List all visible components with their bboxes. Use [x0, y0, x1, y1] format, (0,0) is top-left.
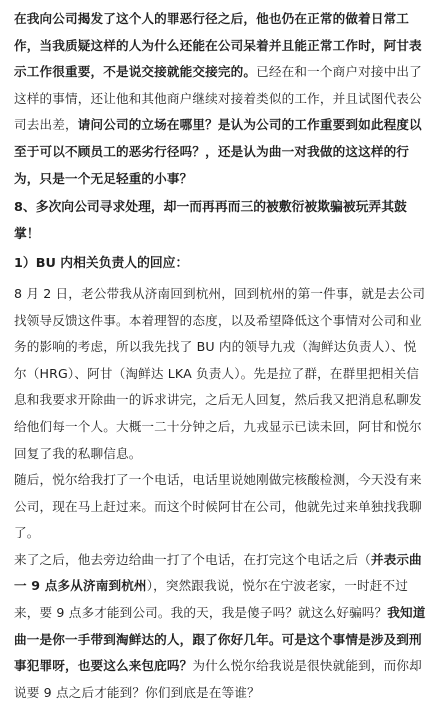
para3-text-3: 为什么悦尔给我说是很快就能到，而你却说要 9 点之后才能到？你们到底是在等谁？: [14, 658, 422, 700]
para3-text-2: ），突然跟我说，悦尔在宁波老家，一时赶不过来，要 9 点多才能到公司。我的天，我是傻子吗？就这么好骗吗？: [14, 578, 409, 621]
intro-text-2: 已经在和一个商户对接中出了这样的事情，还让他和其他商户继续对接着类似的工作，并且试图代表公司去出差，: [14, 64, 422, 133]
para3-bold-1: 并表示曲一 9 点多从济南到杭州: [14, 551, 422, 594]
paragraph-agan-call: [14, 547, 428, 706]
paragraph-phone-call: 随后，悦尔给我打了一个电话，电话里说她刚做完核酸检测，今天没有来公司，现在马上赶过来。而这个时候阿甘在公司，他就先过来单独找我聊了。: [14, 472, 422, 541]
subsection-1-heading: 1）BU 内相关负责人的回应：: [14, 256, 189, 272]
intro-bold-1: 在我向公司揭发了这个人的罪恶行径之后，他也仍在正常的做着日常工作，当我质疑这样的人为什么还能在公司呆着并且能正常工作时，阿甘表示工作很重要，不是说交接就能交接完的。: [14, 11, 422, 80]
para3-text-1: 来了之后，他去旁边给曲一打了个电话，在打完这个电话之后（: [14, 551, 371, 567]
para3-bold-2: 我知道曲一是你一手带到淘鲜达的人，跟了你好几年。可是这个事情是涉及到刑事犯罪呀，也要这么来包庇吗？: [14, 605, 426, 674]
paragraph-aug-2: 8 月 2 日，老公带我从济南回到杭州，回到杭州的第一件事，就是去公司找领导反馈这件事。本着理智的态度，以及希望降低这个事情对公司和业务的影响的考虑，所以我先找了 BU 内的领导九戎（淘鲜达负责人）、悦尔（HRG）、阿甘（淘鲜达 LKA 负责人）。先是拉了群，在群里把相关信息和我要求开除曲一的诉求讲完，之后无人回复，然后我又把消息私聊发给他们每一个人。大概一二十分钟之后，九戎显示已读未回，阿甘和悦尔回复了我的私聊信息。: [14, 285, 426, 461]
intro-bold-3: 请问公司的立场在哪里？是认为公司的工作重要到如此程度以至于可以不顾员工的恶劣行径吗？，还是认为曲一对我做的这这样的行为，只是一个无足轻重的小事？: [14, 117, 422, 186]
section-8-heading: 8、多次向公司寻求处理，却一而再再而三的被敷衍被欺骗被玩弄其鼓掌！: [14, 200, 407, 242]
intro-paragraph: [14, 6, 428, 192]
